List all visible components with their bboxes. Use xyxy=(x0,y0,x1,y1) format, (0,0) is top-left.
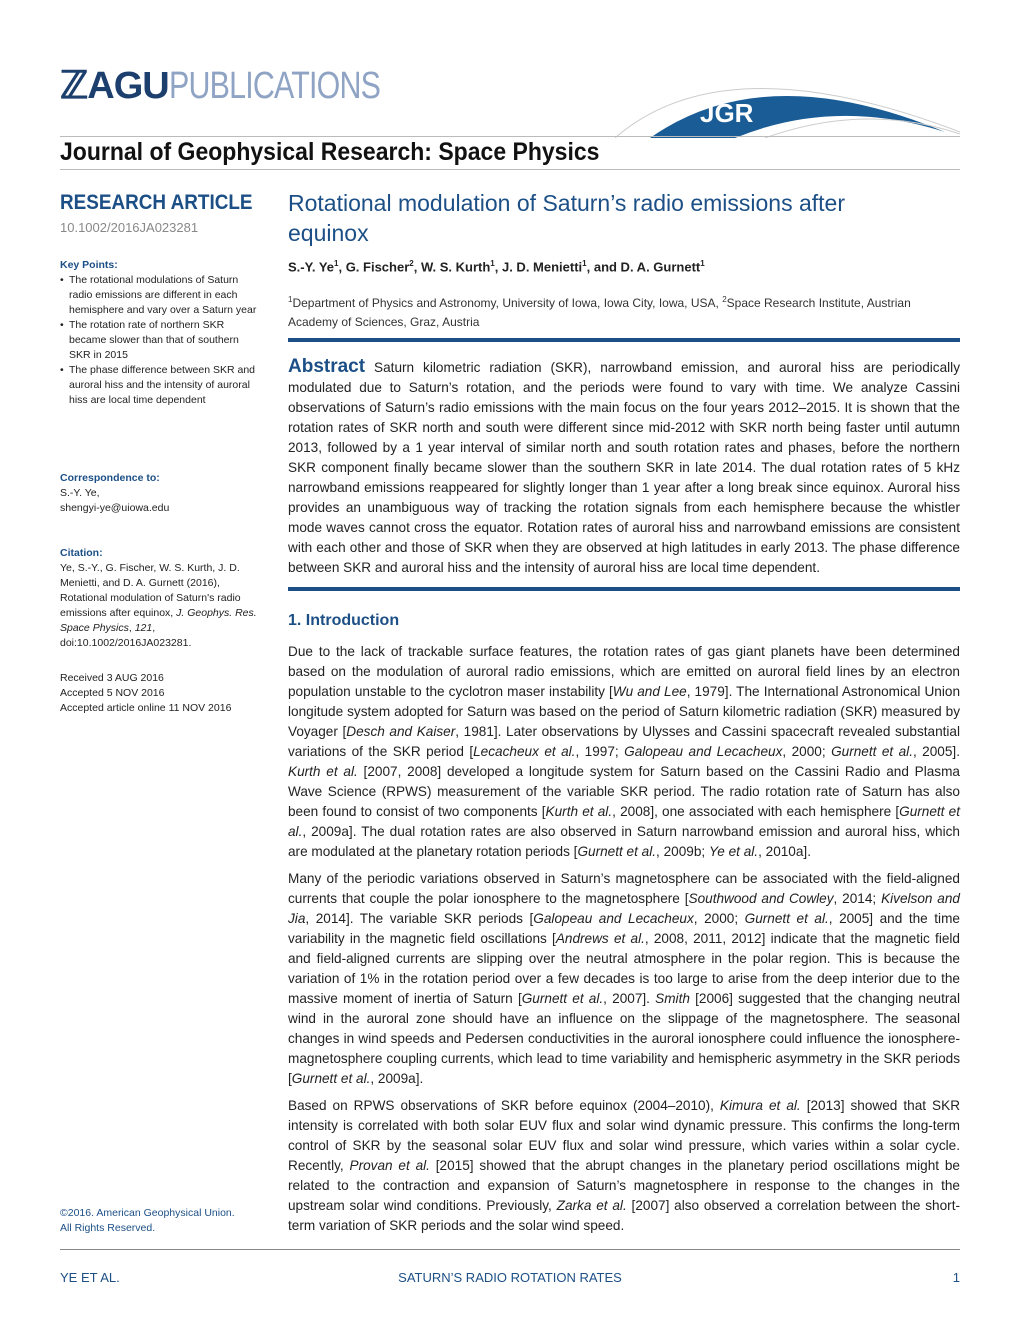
italic-text: Gurnett et al. xyxy=(744,911,829,926)
authors: S.-Y. Ye$^1$, G. Fischer$^2$, W. S. Kurth$^1$, J. D. Menietti$^1$, and D. A. Gurnett$^1$ xyxy=(288,259,705,275)
key-point: • The rotational modulations of Saturn radio emissions are different in each hemisphere and vary over a Saturn year xyxy=(60,273,260,318)
italic-text: Kurth et al. xyxy=(288,764,358,779)
italic-text: Kurth et al. xyxy=(545,804,613,819)
footer-running-title: SATURN’S RADIO ROTATION RATES xyxy=(398,1270,622,1285)
italic-text: Gurnett et al. xyxy=(521,991,604,1006)
jgr-logo-text: JGR xyxy=(700,98,754,128)
correspondence-email[interactable]: shengyi-ye@uiowa.edu xyxy=(60,502,170,514)
correspondence-name: S.-Y. Ye, xyxy=(60,487,100,499)
header-rule-2 xyxy=(60,169,960,170)
superscript: 2 xyxy=(409,259,414,268)
italic-text: Andrews et al. xyxy=(555,931,645,946)
received-date: Received 3 AUG 2016 xyxy=(60,672,164,684)
dates xyxy=(60,671,260,716)
key-point: • The phase difference between SKR and auroral hiss and the intensity of auroral hiss are local time dependent xyxy=(60,363,260,408)
italic-text: Zarka et al. xyxy=(556,1198,627,1213)
citation-label: Citation: xyxy=(60,547,103,559)
section-heading: 1. Introduction xyxy=(288,612,400,629)
italic-text: Gurnett et al. xyxy=(288,804,960,839)
copyright xyxy=(60,1206,235,1236)
abstract-label: Abstract xyxy=(288,356,366,377)
key-points xyxy=(60,258,260,408)
doi[interactable]: 10.1002/2016JA023281 xyxy=(60,220,199,235)
superscript: 1 xyxy=(700,259,705,268)
copyright-line: ©2016. American Geophysical Union. xyxy=(60,1207,235,1219)
citation xyxy=(60,546,260,651)
superscript: 1 xyxy=(582,259,587,268)
key-points-label: Key Points: xyxy=(60,259,118,271)
footer-rule xyxy=(60,1249,960,1250)
abstract-rule-top xyxy=(288,338,960,342)
key-point: • The rotation rate of northern SKR became slower than that of southern SKR in 2015 xyxy=(60,318,260,363)
italic-text: Kimura et al. xyxy=(719,1098,801,1113)
correspondence-label: Correspondence to: xyxy=(60,472,160,484)
paragraph: Many of the periodic variations observed in Saturn’s magnetosphere can be associated with the field-aligned currents that couple the polar ionosphere to the magnetosphere [Southwood and Cowley, 2014; Kivelson and Jia, 2014]. The variable SKR periods [Galopeau and Lecacheux, 2000; Gurnett et al., 2005] and the time variability in the magnetic field oscillations [Andrews et al., 2008, 2011, 2012] indicate that the magnetic field and field-aligned currents are slipping over the neutral atmosphere in the polar region. This is because the variation of 1% in the rotation period over a few decades is too large to arise from the deep interior due to the massive moment of inertia of Saturn [Gurnett et al., 2007]. Smith [2006] suggested that the changing neutral wind in the auroral zone should have an influence on the slippage of the magnetosphere. The seasonal changes in wind speeds and Pedersen conductivities in the auroral ionosphere could influence the ionosphere-magnetosphere coupling currents, which lead to time variability and hemispheric asymmetry in the SKR periods [Gurnett et al., 2009a]. xyxy=(288,871,960,1086)
italic-text: Galopeau and Lecacheux xyxy=(533,911,694,926)
superscript: 1 xyxy=(490,259,495,268)
italic-text: Gurnett et al. xyxy=(291,1071,371,1086)
article-type: RESEARCH ARTICLE xyxy=(60,191,253,214)
affiliations: $^1$Department of Physics and Astronomy, University of Iowa, Iowa City, Iowa, USA, $^2$Space Research Institute, Austrian Academy of Sciences, Graz, Austria xyxy=(288,295,911,329)
superscript: 1 xyxy=(334,259,339,268)
online-date: Accepted article online 11 NOV 2016 xyxy=(60,702,232,714)
italic-text: Wu and Lee xyxy=(612,684,687,699)
italic-text: Gurnett et al. xyxy=(831,744,913,759)
footer-authors: YE ET AL. xyxy=(60,1270,120,1285)
italic-text: Galopeau and Lecacheux xyxy=(624,744,783,759)
italic-text: Smith xyxy=(655,991,690,1006)
italic-text: Gurnett et al. xyxy=(577,844,657,859)
agu-publications-logo: ℤAGUPUBLICATIONS xyxy=(60,65,380,107)
italic-text: Provan et al. xyxy=(349,1158,430,1173)
correspondence xyxy=(60,471,260,516)
paragraph: Based on RPWS observations of SKR before equinox (2004–2010), Kimura et al. [2013] showed that SKR intensity is correlated with both solar EUV flux and solar wind dynamic pressure. This confirms the long-term control of SKR by the seasonal solar EUV flux and solar wind pressure, which varies within a solar cycle. Recently, Provan et al. [2015] showed that the abrupt changes in the planetary period oscillations might be related to the contraction and expansion of Saturn’s magnetosphere in response to the changes in the upstream solar wind conditions. Previously, Zarka et al. [2007] also observed a correlation between the short-term variation of SKR periods and the solar wind speed. xyxy=(288,1098,961,1233)
accepted-date: Accepted 5 NOV 2016 xyxy=(60,687,165,699)
citation-text: Ye, S.-Y., G. Fischer, W. S. Kurth, J. D. Menietti, and D. A. Gurnett (2016), Rotational modulation of Saturn's radio emissions after equinox, J. Geophys. Res. Space Physics, 121, doi:10.1002/2016JA023281. xyxy=(60,562,257,649)
italic-text: Desch and Kaiser xyxy=(346,724,456,739)
italic-text: Kivelson and Jia xyxy=(288,891,960,926)
header-rule xyxy=(60,136,960,137)
abstract-text: Saturn kilometric radiation (SKR), narrowband emission, and auroral hiss are periodically modulated due to Saturn’s rotation, and the periods were found to vary with time. We analyze Cassini observations of Saturn’s radio emissions with the main focus on the four years 2012–2015. It is shown that the rotation rates of SKR north and south were different since mid-2012 with SKR north being faster until autumn 2013, followed by a 1 year interval of similar north and south rotation rates and phases, before the northern SKR component finally became slower than the southern SKR in late 2014. The dual rotation rates of 5 kHz narrowband emissions reappeared for slightly longer than 1 year after a long break since equinox. Auroral hiss provides an unambiguous way of tracking the rotation signals from each hemisphere because the whistler mode waves cannot cross the equator. Rotation rates of auroral hiss and narrowband emissions are consistent with each other and those of SKR when they are observed at high latitudes in early 2013. The phase difference between SKR and auroral hiss and the intensity of auroral hiss are local time dependent. xyxy=(288,360,960,575)
introduction-body xyxy=(288,642,960,1243)
superscript: 2 xyxy=(722,295,727,304)
page-number: 1 xyxy=(952,1270,960,1285)
italic-text: Southwood and Cowley xyxy=(688,891,834,906)
italic-text: Lecacheux et al. xyxy=(473,744,576,759)
italic-text: Ye et al. xyxy=(708,844,759,859)
italic-text: 121 xyxy=(134,622,153,634)
abstract-rule-bottom xyxy=(288,587,960,591)
journal-title: Journal of Geophysical Research: Space Physics xyxy=(60,138,600,166)
superscript: 1 xyxy=(288,295,293,304)
abstract xyxy=(288,357,960,578)
italic-text: J. Geophys. Res. Space Physics xyxy=(60,607,257,634)
paragraph: Due to the lack of trackable surface features, the rotation rates of gas giant planets have been determined based on the modulation of auroral radio emissions, which are emitted on auroral field lines by an electron population unstable to the cyclotron maser instability [Wu and Lee, 1979]. The International Astronomical Union longitude system adopted for Saturn was based on the period of Saturn kilometric radiation (SKR) measured by Voyager [Desch and Kaiser, 1981]. Later observations by Ulysses and Cassini spacecraft revealed substantial variations of the SKR period [Lecacheux et al., 1997; Galopeau and Lecacheux, 2000; Gurnett et al., 2005]. Kurth et al. [2007, 2008] developed a longitude system for Saturn based on the Cassini Radio and Plasma Wave Science (RPWS) measurement of the variable SKR period. The radio rotation rate of Saturn has also been found to consist of two components [Kurth et al., 2008], one associated with each hemisphere [Gurnett et al., 2009a]. The dual rotation rates are also observed in Saturn narrowband emission and auroral hiss, which are modulated at the planetary rotation periods [Gurnett et al., 2009b; Ye et al., 2010a]. xyxy=(288,644,961,859)
agu-icon: ℤ xyxy=(60,65,88,107)
jgr-logo xyxy=(615,62,960,138)
article-title: Rotational modulation of Saturn’s radio emissions after equinox xyxy=(288,190,845,246)
copyright-line: All Rights Reserved. xyxy=(60,1222,156,1234)
